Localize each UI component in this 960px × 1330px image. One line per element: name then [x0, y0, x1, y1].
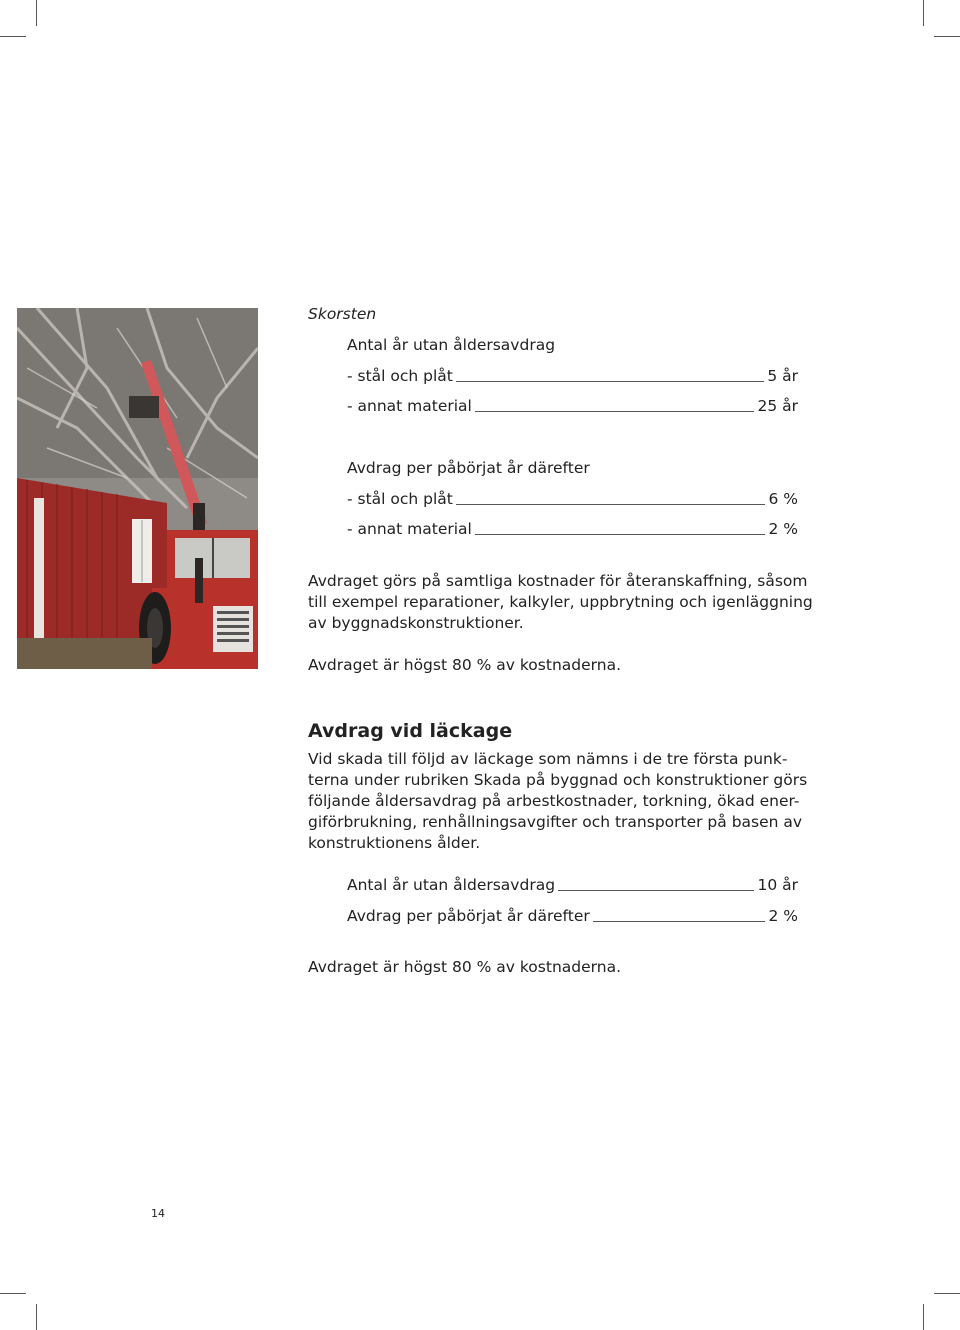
- row-value: 5 år: [767, 367, 798, 385]
- tractor-crane-photo: [17, 308, 258, 669]
- crop-mark: [0, 36, 26, 37]
- leader-line: [593, 920, 766, 922]
- leakage-rate-row: [347, 906, 798, 926]
- leader-line: [475, 410, 755, 412]
- years-heading: Antal år utan åldersavdrag: [347, 336, 556, 354]
- crop-mark: [934, 1293, 960, 1294]
- paragraph-line: av byggnadskonstruktioner.: [308, 614, 524, 632]
- crop-mark: [923, 1304, 924, 1330]
- paragraph-line: giförbrukning, renhållningsavgifter och transporter på basen av: [308, 813, 803, 831]
- row-value: 6 %: [768, 490, 798, 508]
- rate-row-other: [347, 519, 798, 539]
- row-label: - annat material: [347, 397, 472, 415]
- row-label: - stål och plåt: [347, 367, 453, 385]
- row-value: 25 år: [757, 397, 798, 415]
- leakage-paragraph: [308, 749, 808, 854]
- leakage-max-note: Avdraget är högst 80 % av kostnaderna.: [308, 958, 621, 976]
- leader-line: [456, 380, 764, 382]
- leader-line: [456, 503, 766, 505]
- max-deduction-note: Avdraget är högst 80 % av kostnaderna.: [308, 656, 621, 674]
- crop-mark: [0, 1293, 26, 1294]
- row-label: Avdrag per påbörjat år därefter: [347, 907, 590, 925]
- page-number: 14: [151, 1207, 165, 1220]
- paragraph-line: följande åldersavdrag på arbestkostnader, torkning, ökad ener-: [308, 792, 800, 810]
- paragraph-line: Avdraget görs på samtliga kostnader för återanskaffning, såsom: [308, 572, 808, 590]
- crop-mark: [36, 0, 37, 26]
- years-row-other: [347, 396, 798, 416]
- crop-mark: [934, 36, 960, 37]
- section-title: Skorsten: [308, 305, 377, 323]
- paragraph-line: terna under rubriken Skada på byggnad och konstruktioner görs: [308, 771, 808, 789]
- row-label: - stål och plåt: [347, 490, 453, 508]
- row-value: 2 %: [768, 907, 798, 925]
- rate-heading: Avdrag per påbörjat år därefter: [347, 459, 590, 477]
- row-value: 10 år: [757, 876, 798, 894]
- crop-mark: [36, 1304, 37, 1330]
- paragraph-line: Vid skada till följd av läckage som nämns i de tre första punk-: [308, 750, 788, 768]
- row-label: - annat material: [347, 520, 472, 538]
- rate-row-steel: [347, 489, 798, 509]
- leader-line: [475, 533, 766, 535]
- paragraph-line: konstruktionens ålder.: [308, 834, 481, 852]
- leader-line: [558, 889, 754, 891]
- leakage-years-row: [347, 875, 798, 895]
- leakage-heading: Avdrag vid läckage: [308, 720, 513, 742]
- crop-mark: [923, 0, 924, 26]
- row-value: 2 %: [768, 520, 798, 538]
- years-row-steel: [347, 366, 798, 386]
- row-label: Antal år utan åldersavdrag: [347, 876, 556, 894]
- photo-illustration: [17, 308, 258, 669]
- deduction-paragraph: [308, 571, 813, 634]
- paragraph-line: till exempel reparationer, kalkyler, uppbrytning och igenläggning: [308, 593, 813, 611]
